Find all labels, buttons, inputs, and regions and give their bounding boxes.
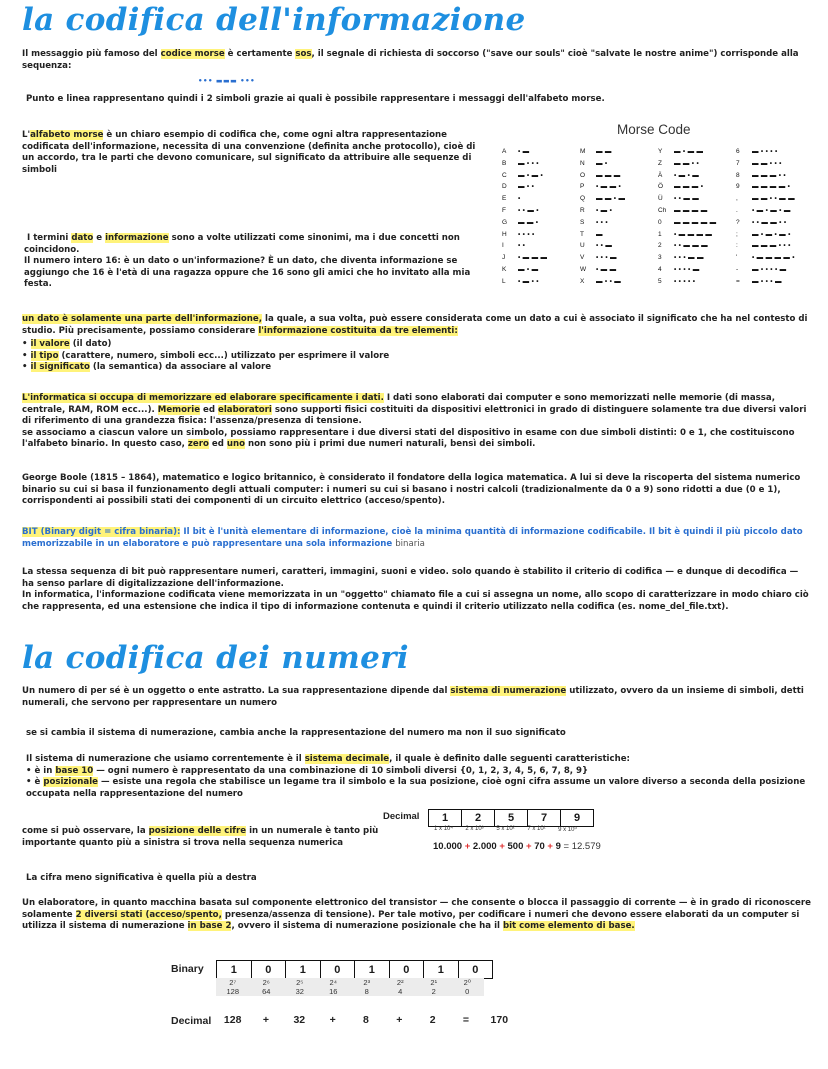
binary-weight: 32: [295, 987, 304, 996]
morse-entry: [580, 160, 607, 167]
morse-entry: [736, 148, 778, 155]
morse-entry: [736, 242, 791, 249]
morse-code: • • • • •: [674, 277, 696, 285]
decimal-powers-row: [428, 826, 584, 833]
morse-code: • ▬ ▬: [596, 266, 617, 273]
morse-entry: [736, 254, 795, 261]
morse-letter: X: [580, 277, 585, 285]
decimal-digit: 9: [561, 810, 594, 827]
morse-letter: Ä: [658, 171, 663, 179]
list-item: • è posizionale — esiste una regola che stabilisce un legame tra il simbolo e la sua posizione, cioè ogni cifra assume un valore diverso a seconda della posizione occupata nella rappresentazione del numero: [26, 777, 809, 799]
binary-weight: 4: [398, 987, 403, 996]
binary-power: 2²: [396, 978, 404, 987]
morse-entry: [502, 183, 534, 190]
morse-code: •: [518, 195, 521, 203]
morse-letter: V: [580, 254, 585, 262]
morse-letter: Ü: [658, 195, 663, 203]
morse-code: ▬ ▬ ▬ • • •: [752, 242, 791, 250]
binary-decimal-label: Decimal: [171, 1015, 212, 1027]
section-title-numbers: la codifica dei numeri: [22, 640, 409, 676]
operator-sign: =: [462, 1014, 470, 1026]
binary-power: 2⁵: [296, 978, 304, 987]
morse-entry: [658, 148, 703, 155]
morse-letter: 7: [736, 159, 740, 167]
morse-letter: ;: [736, 230, 738, 238]
morse-code: • ▬ •: [596, 207, 613, 214]
list-item: • il valore (il dato): [22, 339, 112, 349]
morse-entry: [736, 160, 782, 167]
binary-power: 2⁶: [262, 978, 270, 987]
binary-digit: 1: [424, 961, 459, 979]
binary-power: 2⁴: [329, 978, 337, 987]
morse-entry: [736, 266, 786, 273]
morse-entry: [658, 172, 699, 179]
paragraph-symbols: Punto e linea rappresentano quindi i 2 simboli grazie ai quali è possibile rappresentare i messaggi dell'alfabeto morse.: [26, 94, 605, 104]
decimal-digit: 1: [429, 810, 462, 827]
morse-code: • • •: [596, 218, 608, 226]
morse-entry: [502, 148, 529, 155]
morse-code: ▬ ▬ ▬ ▬: [674, 207, 708, 214]
decimal-term: 9: [555, 841, 564, 852]
morse-code: • ▬ • •: [518, 277, 539, 285]
morse-entry: [658, 207, 708, 214]
morse-letter: .: [736, 207, 738, 214]
morse-code: • ▬ ▬ ▬ ▬ •: [752, 254, 795, 262]
paragraph-decimal-system: Il sistema di numerazione che usiamo correntemente è il sistema decimale, il quale è definito dalle seguenti caratteristiche: • è in base 10 — ogni numero è rappresentato da una combinazione di 10 simboli diversi {0, 1, 2, 3, 4, 5, 6, 7, 8, 9} • è posizionale — esiste una regola che stabilisce un legame tra il simbolo e la sua posizione, cioè ogni cifra assume un valore diverso a seconda della posizione occupata nella rappresentazione del numero: [26, 754, 816, 800]
morse-code: • • ▬ •: [518, 207, 539, 214]
morse-code: • • • ▬: [596, 254, 617, 262]
morse-letter: G: [502, 218, 508, 226]
decimal-result: = 12.579: [563, 841, 601, 852]
morse-entry: [502, 160, 539, 167]
binary-table: [216, 960, 493, 979]
decimal-power: 1 x 10⁴: [434, 826, 453, 832]
morse-letter: 2: [658, 242, 662, 250]
plus-sign: +: [547, 841, 556, 852]
morse-code: ▬ • ▬ •: [518, 171, 544, 179]
decimal-term: 70: [534, 841, 548, 852]
paragraph-dato-definition: un dato è solamente una parte dell'informazione, la quale, a sua volta, può essere considerata come un dato a cui è associato il significato che ha nel contesto di studio. Più precisamente, possiamo considerare l'informazione costituita da tre elementi:: [22, 314, 811, 336]
morse-entry: [658, 242, 708, 249]
morse-entry: [502, 266, 538, 273]
morse-letter: Ö: [658, 183, 664, 191]
morse-entry: [580, 242, 612, 249]
morse-entry: [736, 231, 791, 238]
morse-letter: :: [736, 242, 738, 250]
morse-code: ▬ ▬ • •: [674, 159, 700, 167]
morse-entry: [580, 219, 608, 226]
morse-code: ▬: [596, 230, 603, 238]
morse-entry: [658, 278, 695, 285]
plus-sign: +: [499, 841, 508, 852]
binary-weights: [216, 978, 484, 996]
morse-letter: C: [502, 171, 507, 179]
morse-entry: [580, 172, 621, 179]
morse-entry: [736, 219, 786, 226]
morse-letter: E: [502, 195, 507, 203]
morse-entry: [580, 148, 612, 155]
morse-code: • • ▬: [596, 242, 613, 250]
morse-entry: [502, 219, 538, 226]
binary-digit: 0: [251, 961, 286, 979]
paragraph-binary-system: Un elaboratore, in quanto macchina basata sul componente elettronico del transistor — che consente o blocca il passaggio di corrente — è in grado di riconoscere solamente 2 diversi stati (acceso/spento, presenza/assenza di tensione). Per tale motivo, per codificare i numeri che devono essere elaborati da un computer si utilizza il sistema di numerazione in base 2, ovvero il sistema di numerazione posizionale che ha il bit come elemento di base.: [22, 898, 814, 932]
morse-code: ▬ • • ▬: [596, 277, 622, 285]
decimal-table: [428, 809, 594, 827]
morse-code: ▬ ▬ • ▬: [596, 195, 626, 203]
morse-entry: [580, 266, 616, 273]
morse-code: • • ▬ ▬ • •: [752, 218, 787, 226]
morse-entry: [580, 231, 603, 238]
morse-code: ▬ ▬ • • ▬ ▬: [752, 195, 795, 203]
morse-letter: 5: [658, 277, 662, 285]
binary-digit: 1: [355, 961, 390, 979]
morse-entry: [736, 278, 782, 285]
morse-letter: -: [736, 266, 739, 273]
paragraph-digit-position: come si può osservare, la posizione delle cifre in un numerale è tanto più importante quanto più a sinistra si trova nella sequenza numerica: [22, 826, 382, 848]
binary-weight: 64: [262, 987, 271, 996]
binary-digit: 1: [286, 961, 321, 979]
morse-code: • •: [518, 242, 526, 250]
morse-entry: [502, 195, 521, 202]
paragraph-bit: BIT (Binary digit = cifra binaria): Il bit è l'unità elementare di informazione, cioè la minima quantità di informazione codificabile. Il bit è quindi il più piccolo dato memorizzabile in un elaboratore e può rappresentare una sola informazione binaria: [22, 527, 806, 549]
morse-entry: [658, 266, 700, 273]
paragraph-boole: George Boole (1815 – 1864), matematico e logico britannico, è considerato il fondatore della logica matematica. A lui si deve la riscoperta del sistema numerico binario su cui si basa il funzionamento degli attuali computer: i numeri su cui si basano i nostri calcoli (tradizionalmente da 0 a 9) sono ridotti a due (0 e 1), corrispondenti ai possibili stati dei componenti di un circuito elettrico (acceso/spento).: [22, 473, 804, 507]
morse-code: ▬ ▬ ▬ •: [674, 183, 704, 191]
morse-letter: A: [502, 148, 507, 155]
morse-letter: S: [580, 218, 585, 226]
morse-code: • ▬: [518, 148, 530, 155]
paragraph-file-encoding: La stessa sequenza di bit può rappresentare numeri, caratteri, immagini, suoni e video. solo quando è stabilito il criterio di codifica — e dunque di decodifica — ha senso parlare di digitalizzazione dell'informazione. In informatica, l'informazione codificata viene memorizzata in un "oggetto" chiamato file a cui si assegna un nome, allo scopo di caratterizzare in modo chiaro ciò che rappresenta, ed una estensione che indica il tipo di informazione contenuta e quindi il criterio utilizzato nella codifica (es. nome_del_file.txt).: [22, 567, 809, 612]
morse-letter: Y: [658, 148, 663, 155]
binary-weight: 16: [329, 987, 338, 996]
morse-code: • • ▬ ▬ ▬: [674, 242, 708, 250]
morse-code: ▬ ▬ ▬ ▬ ▬: [674, 218, 717, 226]
morse-code: • • ▬ ▬: [674, 195, 700, 203]
morse-letter: 4: [658, 266, 662, 273]
morse-code: ▬ •: [596, 159, 608, 167]
morse-letter: L: [502, 277, 506, 285]
morse-letter: ,: [736, 195, 738, 203]
morse-chart-title: Morse Code: [617, 122, 691, 137]
decimal-digit: 7: [528, 810, 561, 827]
list-item: • il significato (la semantica) da associare al valore: [22, 362, 272, 373]
morse-entry: [658, 160, 699, 167]
morse-entry: [658, 183, 703, 190]
binary-weight: 128: [226, 987, 239, 996]
morse-letter: 3: [658, 254, 662, 262]
morse-entry: [658, 231, 712, 238]
decimal-sum: [433, 841, 601, 852]
morse-entry: [502, 242, 525, 249]
morse-code: ▬ ▬ ▬: [596, 171, 621, 179]
morse-letter: K: [502, 266, 507, 273]
morse-letter: =: [736, 277, 740, 285]
morse-letter: Q: [580, 195, 586, 203]
decimal-term: 500: [507, 841, 526, 852]
binary-power: 2⁷: [229, 978, 237, 987]
binary-sum-term: 8: [363, 1014, 369, 1026]
morse-entry: [502, 231, 535, 238]
paragraph-least-significant: La cifra meno significativa è quella più a destra: [26, 873, 257, 883]
morse-entry: [736, 195, 795, 202]
paragraph-representation: se si cambia il sistema di numerazione, cambia anche la rappresentazione del numero ma non il suo significato: [26, 728, 566, 738]
morse-letter: O: [580, 171, 586, 179]
morse-entry: [736, 172, 786, 179]
morse-entry: [736, 183, 790, 190]
binary-weight: 8: [364, 987, 369, 996]
morse-entry: [580, 254, 617, 261]
morse-letter: B: [502, 159, 507, 167]
binary-sum-term: 2: [429, 1014, 436, 1026]
info-elements-list: [22, 339, 812, 374]
morse-entry: [502, 172, 543, 179]
binary-power: 2⁰: [463, 978, 471, 987]
morse-entry: [736, 207, 791, 214]
morse-letter: W: [580, 266, 587, 273]
morse-letter: M: [580, 148, 586, 155]
paragraph-sos: Il messaggio più famoso del codice morse è certamente sos, il segnale di richiesta di soccorso ("save our souls" cioè "salvate le nostre anime") corrisponde alla sequenza:: [22, 49, 802, 71]
morse-letter: 6: [736, 148, 740, 155]
decimal-term: 2.000: [472, 841, 500, 852]
morse-letter: F: [502, 207, 506, 214]
morse-code: ▬ ▬ ▬ ▬ •: [752, 183, 791, 191]
morse-letter: U: [580, 242, 585, 250]
morse-letter: Ch: [658, 207, 667, 214]
sos-sequence: ••• ▬▬▬ •••: [198, 77, 256, 85]
morse-code: ▬ • • • • ▬: [752, 266, 787, 273]
binary-table-label: Binary: [171, 963, 204, 975]
morse-entry: [580, 207, 612, 214]
morse-code: ▬ • • •: [518, 159, 539, 167]
operator-sign: +: [396, 1014, 403, 1026]
binary-digit: 0: [320, 961, 355, 979]
binary-sum-term: 128: [223, 1014, 242, 1026]
morse-entry: [580, 195, 625, 202]
paragraph-data-info: I termini dato e informazione sono a volte utilizzati come sinonimi, ma i due concetti non coincidono. Il numero intero 16: è un dato o un'informazione? È un dato, che diventa informazione se aggiungo che 16 è l'età di una ragazza oppure che 16 sono gli amici che ho invitato alla mia festa.: [24, 233, 471, 290]
morse-code-chart: [502, 148, 812, 298]
morse-code: • ▬ ▬ ▬ ▬: [674, 230, 713, 238]
morse-letter: D: [502, 183, 507, 191]
morse-code: • • • • ▬: [674, 266, 700, 273]
section-title: la codifica dell'informazione: [22, 2, 526, 38]
morse-code: ▬ • ▬: [518, 266, 539, 273]
decimal-digit: 5: [495, 810, 528, 827]
paragraph-number-abstract: Un numero di per sé è un oggetto o ente astratto. La sua rappresentazione dipende dal sistema di numerazione utilizzato, ovvero da un insieme di simboli, detti numerali, che servono per rappresentare un numero: [22, 686, 807, 708]
paragraph-informatica: L'informatica si occupa di memorizzare ed elaborare specificamente i dati. I dati sono elaborati dai computer e sono memorizzati nelle memorie (di massa, centrale, RAM, ROM ecc...). Memorie ed elaboratori sono supporti fisici costituiti da dispositivi elettronici in grado di distinguere solamente tra due diversi valori di riferimento di una grandezza fisica: l'assenza/presenza di tensione. se associamo a ciascun valore un simbolo, possiamo rappresentare i due diversi stati del dispositivo in esame con due simboli distinti: 0 e 1, che costituiscono l'alfabeto binario. In questo caso, zero ed uno non sono più i primi due numeri naturali, bensì dei simboli.: [22, 393, 807, 450]
morse-letter: 8: [736, 171, 740, 179]
binary-weight: 0: [465, 987, 470, 996]
morse-entry: [502, 207, 539, 214]
binary-power: 2³: [363, 978, 371, 987]
morse-code: • ▬ ▬ ▬: [518, 254, 548, 262]
morse-letter: R: [580, 207, 585, 214]
morse-letter: N: [580, 159, 585, 167]
morse-letter: J: [502, 254, 506, 262]
morse-letter: H: [502, 230, 507, 238]
decimal-digit: 2: [462, 810, 495, 827]
morse-letter: 0: [658, 218, 662, 226]
morse-entry: [658, 254, 704, 261]
binary-weight: 2: [431, 987, 436, 996]
decimal-power: 7 x 10¹: [527, 826, 546, 832]
morse-code: ▬ • • • ▬: [752, 277, 782, 285]
list-item: • è in base 10 — ogni numero è rappresentato da una combinazione di 10 simboli diversi {0, 1, 2, 3, 4, 5, 6, 7, 8, 9}: [26, 765, 589, 776]
morse-code: ▬ • •: [518, 183, 535, 191]
morse-entry: [502, 278, 539, 285]
decimal-term: 10.000: [433, 841, 465, 852]
binary-digit: 0: [389, 961, 424, 979]
paragraph-morse-alphabet: L'alfabeto morse è un chiaro esempio di codifica che, come ogni altra rappresentazione codificata dell'informazione, necessita di una convenzione (definita anche protocollo), cioè di un accordo, tra le parti che devono comunicare, sul significato da attribuire alle sequenze di simboli: [22, 130, 479, 175]
decimal-power: 5 x 10²: [496, 826, 515, 832]
binary-sum-term: 170: [490, 1014, 509, 1026]
decimal-table-label: Decimal: [383, 811, 420, 822]
morse-code: ▬ ▬ ▬ • •: [752, 171, 786, 179]
morse-code: • ▬ ▬ •: [596, 183, 622, 191]
morse-letter: 9: [736, 183, 740, 191]
morse-code: • ▬ • ▬ • ▬: [752, 207, 791, 214]
morse-code: ▬ ▬ • • •: [752, 159, 782, 167]
morse-entry: [580, 278, 621, 285]
decimal-power: 2 x 10³: [465, 826, 484, 832]
morse-entry: [658, 195, 699, 202]
morse-letter: 1: [658, 230, 662, 238]
morse-entry: [502, 254, 547, 261]
morse-letter: T: [580, 230, 584, 238]
morse-letter: ': [736, 254, 738, 262]
operator-sign: +: [262, 1014, 270, 1026]
binary-sum: [216, 1014, 516, 1026]
plus-sign: +: [464, 841, 473, 852]
binary-digit: 0: [458, 961, 493, 979]
plus-sign: +: [526, 841, 535, 852]
morse-letter: Z: [658, 159, 662, 167]
list-item: • il tipo (carattere, numero, simboli ecc...) utilizzato per esprimere il valore: [22, 350, 390, 361]
morse-entry: [580, 183, 621, 190]
morse-code: ▬ • ▬ ▬: [674, 148, 704, 155]
morse-code: ▬ ▬: [596, 148, 612, 155]
morse-letter: I: [502, 242, 504, 250]
binary-sum-term: 32: [293, 1014, 306, 1026]
morse-code: ▬ • • • •: [752, 148, 778, 155]
morse-letter: ?: [736, 218, 740, 226]
binary-power: 2¹: [430, 978, 438, 987]
morse-letter: P: [580, 183, 585, 191]
morse-entry: [658, 219, 716, 226]
morse-code: ▬ • ▬ • ▬ •: [752, 230, 791, 238]
morse-code: ▬ ▬ •: [518, 218, 539, 226]
operator-sign: +: [329, 1014, 336, 1026]
binary-digit: 1: [217, 961, 252, 979]
morse-code: • • • •: [518, 230, 535, 238]
morse-code: • • • ▬ ▬: [674, 254, 704, 262]
decimal-power: 9 x 10⁰: [558, 827, 577, 833]
morse-code: • ▬ • ▬: [674, 171, 700, 179]
